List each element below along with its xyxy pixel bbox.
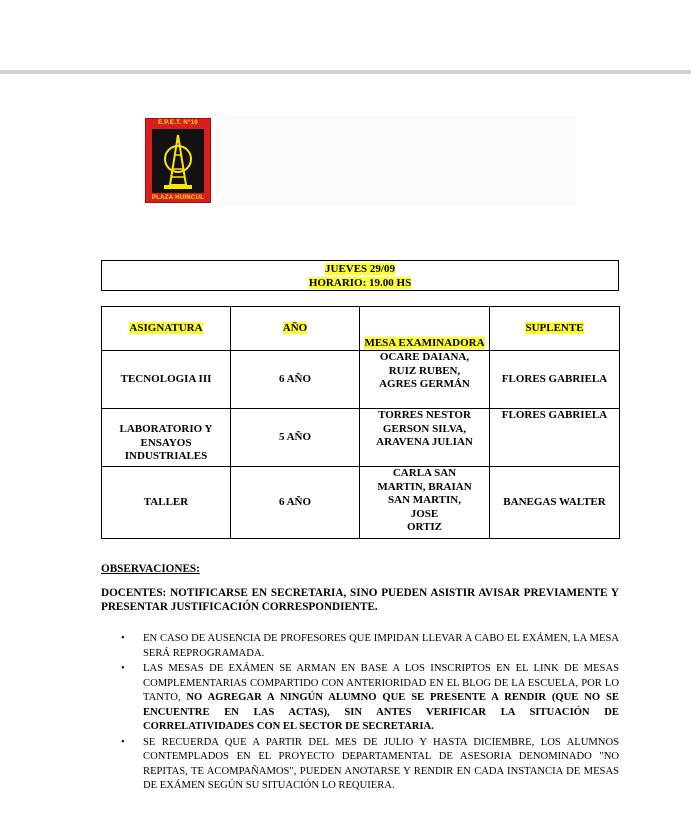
- list-item-text: SE RECUERDA QUE A PARTIR DEL MES DE JULIO Y HASTA DICIEMBRE, LOS ALUMNOS CONTEMPLADOS EN EL PROYECTO DEPARTAMENTAL DE ASESORIA DENOMINADO "NO REPITAS, TE ACOMPAÑAMOS", PUEDEN ANOTARSE Y RENDIR EN CADA INSTANCIA DE MESAS DE EXÁMEN SEGÚN SU SITUACIÓN LO REQUIERA.: [143, 736, 619, 791]
- table-row: [102, 351, 620, 409]
- cell-board: [360, 409, 490, 467]
- cell-board: [360, 467, 490, 539]
- list-item-bold-text: NO AGREGAR A NINGÚN ALUMNO QUE SE PRESENTE A RENDIR (QUE NO SE ENCUENTRE EN LAS ACTAS), SIN ANTES VERIFICAR LA SITUACIÓN DE CORRELATIVIDADES CON EL SECTOR DE SECRETARIA.: [143, 692, 619, 732]
- board-line: JOSE: [410, 507, 439, 520]
- header-banner-area: [216, 116, 576, 206]
- cell-year: 5 AÑO: [231, 409, 360, 467]
- cell-substitute: FLORES GABRIELA: [490, 409, 620, 467]
- observations-title: OBSERVACIONES:: [101, 563, 200, 575]
- table-row: [102, 409, 620, 467]
- observations-paragraph: DOCENTES: NOTIFICARSE EN SECRETARIA, SINO PUEDEN ASISTIR AVISAR PREVIAMENTE Y PRESENTAR JUSTIFICACIÓN CORRESPONDIENTE.: [101, 587, 619, 613]
- cell-board: [360, 351, 490, 409]
- table-header-row: [102, 307, 620, 351]
- exam-table: [101, 306, 620, 539]
- cell-year: 6 AÑO: [231, 467, 360, 539]
- header-substitute: SUPLENTE: [490, 307, 620, 351]
- list-item-text: LAS MESAS DE EXÁMEN SE ARMAN EN BASE A LOS INSCRIPTOS EN EL LINK DE MESAS COMPLEMENTARIAS COMPARTIDO CON ANTERIORIDAD EN EL BLOG DE LA ESCUELA, POR LO TANTO,: [143, 663, 619, 703]
- cell-subject: TALLER: [102, 467, 231, 539]
- oil-derrick-icon: [152, 129, 204, 193]
- cell-subject: TECNOLOGIA III: [102, 351, 231, 409]
- board-line: OCARE DAIANA,: [379, 351, 470, 363]
- board-line: CARLA SAN: [392, 467, 457, 479]
- header-subject: ASIGNATURA: [102, 307, 231, 351]
- logo-emblem: [152, 129, 204, 193]
- schedule-day: JUEVES 29/09: [325, 263, 395, 275]
- cell-substitute: FLORES GABRIELA: [490, 351, 620, 409]
- table-row: [102, 467, 620, 539]
- board-line: GERSON SILVA,: [382, 422, 467, 435]
- school-logo: [145, 118, 211, 203]
- observations-section: [101, 563, 619, 614]
- logo-bottom-text: PLAZA HUINCUL: [151, 195, 205, 201]
- logo-top-text: E.P.E.T. N°10: [158, 120, 198, 126]
- schedule-time: HORARIO: 19.00 HS: [308, 277, 412, 289]
- header-board: MESA EXAMINADORA: [360, 307, 490, 351]
- board-line: MARTIN, BRAIAN: [377, 480, 472, 493]
- bullet-icon: •: [121, 736, 125, 748]
- list-item-text: EN CASO DE AUSENCIA DE PROFESORES QUE IMPIDAN LLEVAR A CABO EL EXÁMEN, LA MESA SERÁ REPROGRAMADA.: [143, 633, 619, 659]
- board-line: SAN MARTIN,: [388, 494, 461, 506]
- board-line: ARAVENA JULIAN: [376, 436, 473, 448]
- cell-substitute: BANEGAS WALTER: [490, 467, 620, 539]
- schedule-box: [101, 260, 619, 291]
- bullet-icon: •: [121, 663, 125, 674]
- board-line: RUIZ RUBEN,: [388, 364, 461, 377]
- board-line: AGRES GERMÁN: [379, 378, 470, 390]
- list-item: [101, 662, 619, 735]
- viewer-top-bar: [0, 0, 691, 70]
- header-year: AÑO: [231, 307, 360, 351]
- cell-year: 6 AÑO: [231, 351, 360, 409]
- observations-list: [101, 632, 619, 794]
- cell-subject: LABORATORIO Y ENSAYOS INDUSTRIALES: [102, 409, 231, 467]
- list-item: [101, 736, 619, 794]
- board-line: ORTIZ: [406, 521, 443, 533]
- list-item: [101, 632, 619, 661]
- board-line: TORRES NESTOR: [378, 409, 471, 421]
- bullet-icon: •: [121, 633, 125, 644]
